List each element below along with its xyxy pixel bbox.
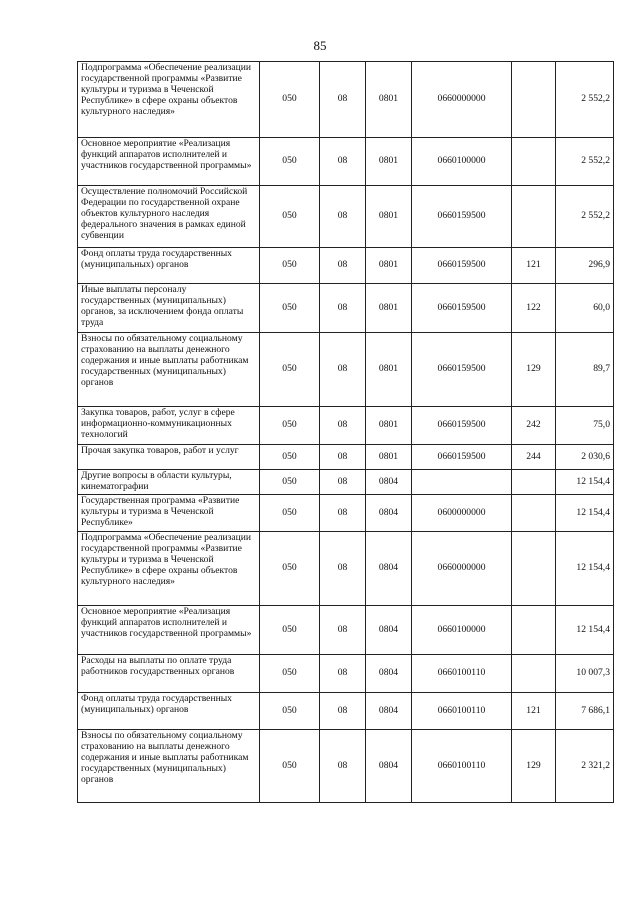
admin-code: 050	[260, 693, 320, 730]
expense-type-code	[512, 62, 556, 138]
target-article-code: 0600000000	[412, 495, 512, 532]
admin-code: 050	[260, 284, 320, 333]
row-name: Расходы на выплаты по оплате труда работников государственных органов	[78, 655, 260, 693]
target-article-code	[412, 470, 512, 495]
subsection-code: 0804	[366, 495, 412, 532]
expense-type-code	[512, 606, 556, 655]
table-row	[78, 62, 614, 138]
amount: 7 686,1	[556, 693, 614, 730]
table-row	[78, 248, 614, 284]
amount: 296,9	[556, 248, 614, 284]
subsection-code: 0804	[366, 655, 412, 693]
table-row	[78, 606, 614, 655]
table-row	[78, 470, 614, 495]
expense-type-code: 121	[512, 248, 556, 284]
target-article-code: 0660100110	[412, 730, 512, 803]
row-name: Взносы по обязательному социальному страхованию на выплаты денежного содержания и иные выплаты работникам государственных (муниципальных) органов	[78, 730, 260, 803]
target-article-code: 0660159500	[412, 248, 512, 284]
admin-code: 050	[260, 186, 320, 248]
section-code: 08	[320, 445, 366, 470]
table-row	[78, 186, 614, 248]
expense-type-code	[512, 138, 556, 186]
table-row	[78, 693, 614, 730]
row-name: Государственная программа «Развитие культуры и туризма в Чеченской Республике»	[78, 495, 260, 532]
table-row	[78, 445, 614, 470]
target-article-code: 0660000000	[412, 532, 512, 606]
section-code: 08	[320, 655, 366, 693]
subsection-code: 0804	[366, 730, 412, 803]
section-code: 08	[320, 138, 366, 186]
section-code: 08	[320, 186, 366, 248]
subsection-code: 0804	[366, 470, 412, 495]
target-article-code: 0660100000	[412, 138, 512, 186]
expense-type-code	[512, 655, 556, 693]
expense-type-code	[512, 495, 556, 532]
target-article-code: 0660159500	[412, 186, 512, 248]
expense-type-code: 242	[512, 407, 556, 445]
target-article-code: 0660000000	[412, 62, 512, 138]
amount: 12 154,4	[556, 470, 614, 495]
amount: 12 154,4	[556, 606, 614, 655]
section-code: 08	[320, 333, 366, 407]
expense-type-code	[512, 186, 556, 248]
target-article-code: 0660159500	[412, 284, 512, 333]
section-code: 08	[320, 532, 366, 606]
row-name: Закупка товаров, работ, услуг в сфере информационно-коммуникационных технологий	[78, 407, 260, 445]
row-name: Фонд оплаты труда государственных (муниципальных) органов	[78, 248, 260, 284]
admin-code: 050	[260, 62, 320, 138]
section-code: 08	[320, 284, 366, 333]
subsection-code: 0801	[366, 284, 412, 333]
admin-code: 050	[260, 606, 320, 655]
expense-type-code: 122	[512, 284, 556, 333]
budget-table	[77, 61, 614, 803]
page-number: 85	[313, 38, 327, 53]
admin-code: 050	[260, 333, 320, 407]
admin-code: 050	[260, 445, 320, 470]
section-code: 08	[320, 407, 366, 445]
subsection-code: 0801	[366, 333, 412, 407]
amount: 2 552,2	[556, 186, 614, 248]
subsection-code: 0804	[366, 532, 412, 606]
section-code: 08	[320, 693, 366, 730]
row-name: Взносы по обязательному социальному страхованию на выплаты денежного содержания и иные выплаты работникам государственных (муниципальных) органов	[78, 333, 260, 407]
admin-code: 050	[260, 138, 320, 186]
amount: 12 154,4	[556, 532, 614, 606]
subsection-code: 0801	[366, 407, 412, 445]
row-name: Подпрограмма «Обеспечение реализации государственной программы «Развитие культуры и туризма в Чеченской Республике» в сфере охраны объектов культурного наследия»	[78, 62, 260, 138]
subsection-code: 0801	[366, 248, 412, 284]
row-name: Осуществление полномочий Российской Федерации по государственной охране объектов культурного наследия федерального значения в рамках единой субвенции	[78, 186, 260, 248]
admin-code: 050	[260, 470, 320, 495]
subsection-code: 0801	[366, 138, 412, 186]
row-name: Фонд оплаты труда государственных (муниципальных) органов	[78, 693, 260, 730]
section-code: 08	[320, 495, 366, 532]
subsection-code: 0804	[366, 693, 412, 730]
table-row	[78, 655, 614, 693]
amount: 12 154,4	[556, 495, 614, 532]
section-code: 08	[320, 730, 366, 803]
section-code: 08	[320, 248, 366, 284]
target-article-code: 0660159500	[412, 407, 512, 445]
row-name: Иные выплаты персоналу государственных (муниципальных) органов, за исключением фонда оплаты труда	[78, 284, 260, 333]
admin-code: 050	[260, 655, 320, 693]
admin-code: 050	[260, 730, 320, 803]
expense-type-code: 129	[512, 333, 556, 407]
amount: 2 552,2	[556, 62, 614, 138]
amount: 10 007,3	[556, 655, 614, 693]
target-article-code: 0660100110	[412, 693, 512, 730]
amount: 60,0	[556, 284, 614, 333]
expense-type-code	[512, 532, 556, 606]
subsection-code: 0801	[366, 445, 412, 470]
table-row	[78, 138, 614, 186]
table-row	[78, 333, 614, 407]
subsection-code: 0801	[366, 186, 412, 248]
section-code: 08	[320, 606, 366, 655]
row-name: Основное мероприятие «Реализация функций аппаратов исполнителей и участников государственной программы»	[78, 606, 260, 655]
amount: 89,7	[556, 333, 614, 407]
amount: 75,0	[556, 407, 614, 445]
admin-code: 050	[260, 248, 320, 284]
table-row	[78, 407, 614, 445]
row-name: Основное мероприятие «Реализация функций аппаратов исполнителей и участников государственной программы»	[78, 138, 260, 186]
amount: 2 552,2	[556, 138, 614, 186]
target-article-code: 0660100000	[412, 606, 512, 655]
target-article-code: 0660159500	[412, 333, 512, 407]
admin-code: 050	[260, 407, 320, 445]
target-article-code: 0660100110	[412, 655, 512, 693]
amount: 2 030,6	[556, 445, 614, 470]
section-code: 08	[320, 62, 366, 138]
row-name: Прочая закупка товаров, работ и услуг	[78, 445, 260, 470]
table-row	[78, 532, 614, 606]
admin-code: 050	[260, 532, 320, 606]
expense-type-code: 244	[512, 445, 556, 470]
table-row	[78, 284, 614, 333]
row-name: Подпрограмма «Обеспечение реализации государственной программы «Развитие культуры и туризма в Чеченской Республике» в сфере охраны объектов культурного наследия»	[78, 532, 260, 606]
target-article-code: 0660159500	[412, 445, 512, 470]
row-name: Другие вопросы в области культуры, кинематографии	[78, 470, 260, 495]
amount: 2 321,2	[556, 730, 614, 803]
table-row	[78, 730, 614, 803]
expense-type-code	[512, 470, 556, 495]
section-code: 08	[320, 470, 366, 495]
subsection-code: 0804	[366, 606, 412, 655]
expense-type-code: 121	[512, 693, 556, 730]
expense-type-code: 129	[512, 730, 556, 803]
table-row	[78, 495, 614, 532]
admin-code: 050	[260, 495, 320, 532]
subsection-code: 0801	[366, 62, 412, 138]
